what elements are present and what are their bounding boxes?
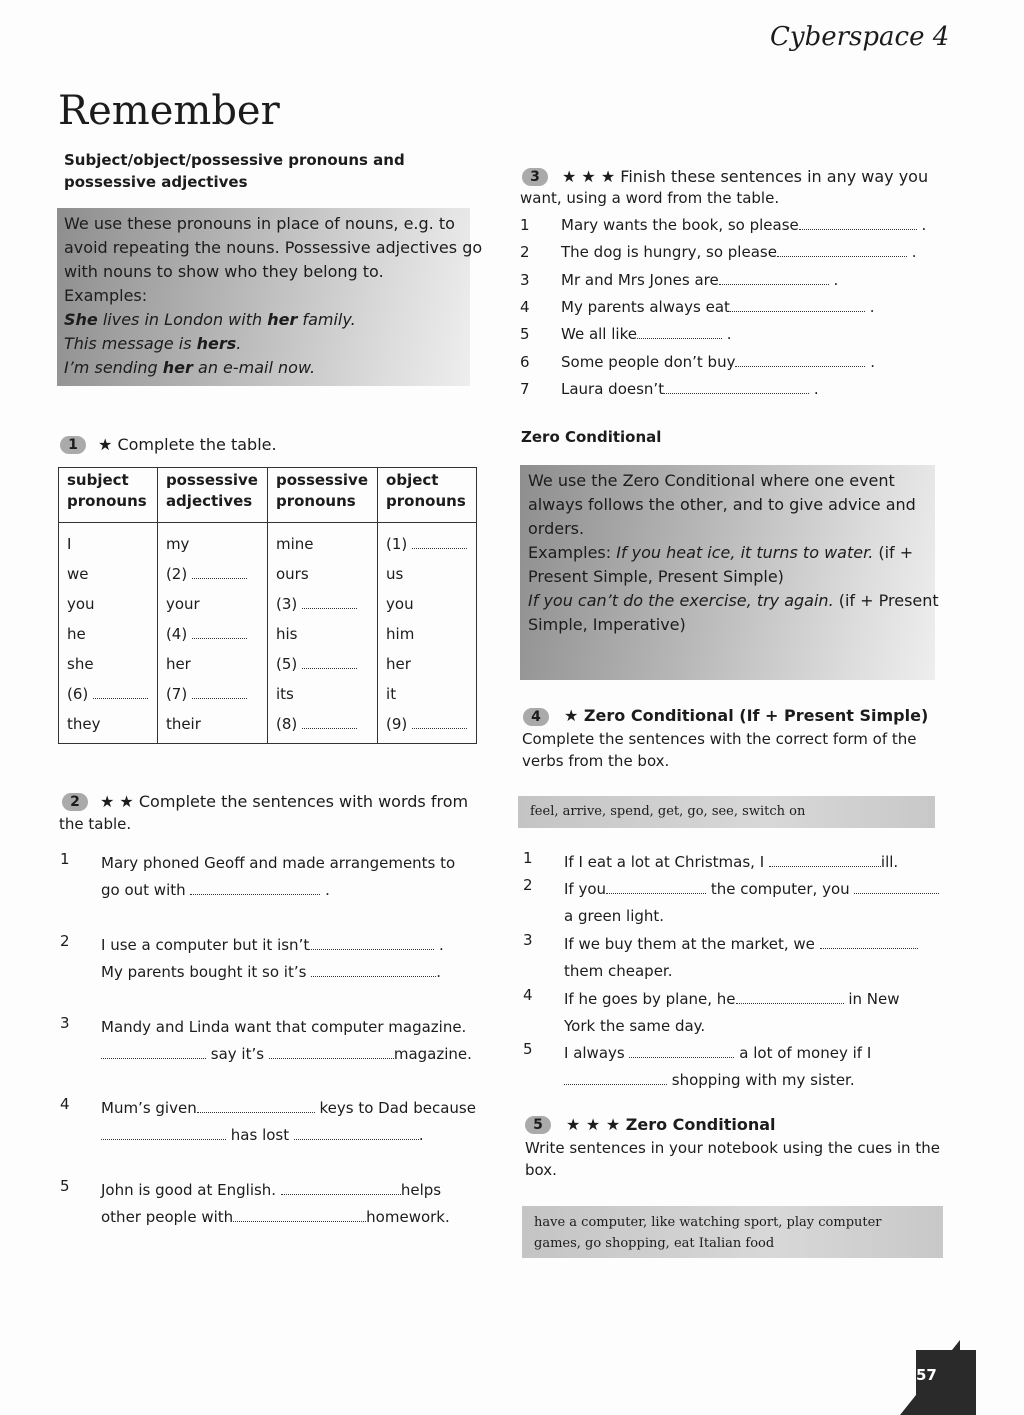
- answer-blank[interactable]: [294, 1127, 419, 1140]
- exercise-item: Mandy and Linda want that computer magazine. say it’s magazine.: [101, 1018, 472, 1063]
- item-number: 5: [60, 1177, 70, 1195]
- answer-blank[interactable]: [281, 1182, 401, 1195]
- table-cell: (2): [157, 559, 267, 589]
- exercise-number: 1: [60, 436, 86, 454]
- answer-blank[interactable]: [93, 686, 148, 699]
- exercise-item: 2 The dog is hungry, so please .: [520, 243, 917, 262]
- item-number: 2: [60, 932, 70, 950]
- example-line: Present Simple, Present Simple): [528, 567, 784, 586]
- exercise-item: 1 Mary wants the book, so please .: [520, 216, 927, 234]
- table-cell: they: [59, 709, 158, 744]
- table-row: [59, 589, 477, 619]
- table-cell: (6): [59, 679, 158, 709]
- item-number: 2: [523, 876, 533, 894]
- rule-line: orders.: [528, 519, 585, 538]
- table-cell: mine: [267, 523, 377, 560]
- table-cell: he: [59, 619, 158, 649]
- table-cell: (4): [157, 619, 267, 649]
- answer-blank[interactable]: [769, 854, 881, 867]
- rule-line: We use the Zero Conditional where one event: [528, 471, 895, 490]
- table-row: [59, 619, 477, 649]
- answer-blank[interactable]: [854, 881, 939, 894]
- item-number: 4: [60, 1095, 70, 1113]
- pronoun-rule-box: [57, 208, 483, 386]
- answer-blank[interactable]: [412, 536, 467, 549]
- table-row: [59, 649, 477, 679]
- exercise-item: Mary phoned Geoff and made arrangements to go out with .: [101, 854, 456, 899]
- table-cell: you: [59, 589, 158, 619]
- answer-blank[interactable]: [309, 937, 434, 950]
- item-number: 3: [60, 1014, 70, 1032]
- example-line: Simple, Imperative): [528, 615, 686, 634]
- page-title: Remember: [58, 88, 280, 134]
- exercise-5-title: ★ ★ ★ Zero Conditional: [566, 1115, 776, 1134]
- answer-blank[interactable]: [192, 686, 247, 699]
- table-cell: (8): [267, 709, 377, 744]
- answer-blank[interactable]: [233, 1209, 366, 1222]
- subtitle-line: possessive adjectives: [64, 173, 248, 191]
- example-line: Examples: If you heat ice, it turns to water. (if +: [528, 543, 914, 562]
- answer-blank[interactable]: [302, 596, 357, 609]
- answer-blank[interactable]: [311, 964, 436, 977]
- table-cell: (9): [378, 709, 477, 744]
- exercise-item: If I eat a lot at Christmas, I ill.: [564, 853, 899, 871]
- table-cell: you: [378, 589, 477, 619]
- subtitle-line: Subject/object/possessive pronouns and: [64, 151, 405, 169]
- answer-blank[interactable]: [730, 299, 865, 312]
- page-number: 57: [916, 1366, 937, 1384]
- item-number: 3: [523, 931, 533, 949]
- answer-blank[interactable]: [606, 881, 706, 894]
- exercise-item: Mum’s given keys to Dad because has lost .: [101, 1099, 476, 1144]
- table-cell: its: [267, 679, 377, 709]
- table-header: possessive adjectives: [157, 468, 267, 523]
- exercise-2-instruction: ★ ★ Complete the sentences with words from: [100, 792, 469, 811]
- exercise-item: 3 Mr and Mrs Jones are .: [520, 270, 839, 289]
- unit-header: Cyberspace 4: [770, 22, 950, 52]
- rule-line: We use these pronouns in place of nouns, e.g. to: [64, 214, 455, 233]
- zero-conditional-rule-box: [520, 465, 939, 680]
- verb-list: feel, arrive, spend, get, go, see, switch on: [530, 804, 806, 819]
- exercise-3-instruction: want, using a word from the table.: [520, 189, 780, 207]
- exercise-item: I always a lot of money if I shopping with my sister.: [564, 1044, 872, 1089]
- answer-blank[interactable]: [637, 326, 722, 339]
- table-cell: their: [157, 709, 267, 744]
- table-header: possessive pronouns: [267, 468, 377, 523]
- table-cell: (3): [267, 589, 377, 619]
- exercise-item: 4 My parents always eat .: [520, 297, 875, 316]
- example-line: She lives in London with her family.: [64, 310, 356, 329]
- exercise-item: If he goes by plane, he in New York the same day.: [564, 990, 900, 1035]
- answer-blank[interactable]: [192, 566, 247, 579]
- answer-blank[interactable]: [719, 272, 829, 285]
- answer-blank[interactable]: [101, 1127, 226, 1140]
- exercise-item: John is good at English. helps other people with homework.: [101, 1181, 450, 1226]
- answer-blank[interactable]: [412, 716, 467, 729]
- answer-blank[interactable]: [735, 354, 865, 367]
- item-number: 1: [523, 849, 533, 867]
- exercise-4-instruction: Complete the sentences with the correct form of the verbs from the box.: [522, 730, 917, 770]
- table-cell: ours: [267, 559, 377, 589]
- exercise-1-instruction: ★ Complete the table.: [98, 435, 277, 454]
- answer-blank[interactable]: [799, 217, 917, 230]
- table-row: [59, 709, 477, 744]
- exercise-3-instruction: ★ ★ ★ Finish these sentences in any way you: [562, 167, 929, 186]
- section-subtitle: [64, 149, 405, 193]
- answer-blank[interactable]: [190, 882, 320, 895]
- table-header: subject pronouns: [59, 468, 158, 523]
- exercise-number: 5: [525, 1116, 551, 1134]
- answer-blank[interactable]: [820, 936, 918, 949]
- cue-box: [522, 1206, 943, 1258]
- exercise-number: 2: [62, 793, 88, 811]
- answer-blank[interactable]: [197, 1100, 315, 1113]
- table-cell: (1): [378, 523, 477, 560]
- table-cell: my: [157, 523, 267, 560]
- example-line: If you can’t do the exercise, try again. (if + Present: [528, 591, 939, 610]
- table-cell: (5): [267, 649, 377, 679]
- pronoun-table: [58, 467, 477, 744]
- exercise-5-instruction: Write sentences in your notebook using the cues in the box.: [525, 1139, 940, 1179]
- rule-line: always follows the other, and to give advice and: [528, 495, 916, 514]
- table-cell: his: [267, 619, 377, 649]
- example-line: This message is hers.: [64, 334, 242, 353]
- exercise-item: If you the computer, you a green light.: [564, 876, 939, 930]
- exercise-number: 4: [523, 708, 549, 726]
- answer-blank[interactable]: [777, 244, 907, 257]
- exercise-number: 3: [522, 168, 548, 186]
- exercise-item: 5 We all like .: [520, 325, 732, 344]
- verb-box: [518, 796, 935, 828]
- exercise-item: If we buy them at the market, we them cheaper.: [564, 931, 918, 985]
- item-number: 5: [523, 1040, 533, 1058]
- answer-blank[interactable]: [302, 716, 357, 729]
- table-cell: we: [59, 559, 158, 589]
- table-cell: her: [157, 649, 267, 679]
- zero-conditional-heading: Zero Conditional: [521, 428, 662, 446]
- exercise-4-title: ★ Zero Conditional (If + Present Simple): [564, 706, 929, 725]
- table-cell: her: [378, 649, 477, 679]
- table-row: [59, 559, 477, 589]
- rule-line: with nouns to show who they belong to.: [64, 262, 384, 281]
- table-row: [59, 523, 477, 560]
- exercise-item: 7 Laura doesn’t .: [520, 379, 819, 398]
- answer-blank[interactable]: [302, 656, 357, 669]
- answer-blank[interactable]: [629, 1045, 734, 1058]
- exercise-item: I use a computer but it isn’t . My parents bought it so it’s .: [101, 936, 444, 981]
- cue-list: have a computer, like watching sport, play computer games, go shopping, eat Italian food: [534, 1215, 882, 1251]
- answer-blank[interactable]: [269, 1046, 394, 1059]
- table-cell: him: [378, 619, 477, 649]
- table-cell: she: [59, 649, 158, 679]
- table-cell: I: [59, 523, 158, 560]
- table-header: object pronouns: [378, 468, 477, 523]
- table-cell: it: [378, 679, 477, 709]
- table-row: [59, 679, 477, 709]
- rule-line: Examples:: [64, 286, 148, 305]
- answer-blank[interactable]: [101, 1046, 206, 1059]
- exercise-item: 6 Some people don’t buy .: [520, 352, 875, 371]
- table-cell: your: [157, 589, 267, 619]
- item-number: 4: [523, 986, 533, 1004]
- answer-blank[interactable]: [564, 1072, 667, 1085]
- answer-blank[interactable]: [736, 991, 844, 1004]
- answer-blank[interactable]: [192, 626, 247, 639]
- example-line: I’m sending her an e-mail now.: [64, 358, 316, 377]
- answer-blank[interactable]: [664, 381, 809, 394]
- table-cell: (7): [157, 679, 267, 709]
- exercise-2-instruction: the table.: [59, 815, 132, 833]
- item-number: 1: [60, 850, 70, 868]
- table-cell: us: [378, 559, 477, 589]
- rule-line: avoid repeating the nouns. Possessive adjectives go: [64, 238, 483, 257]
